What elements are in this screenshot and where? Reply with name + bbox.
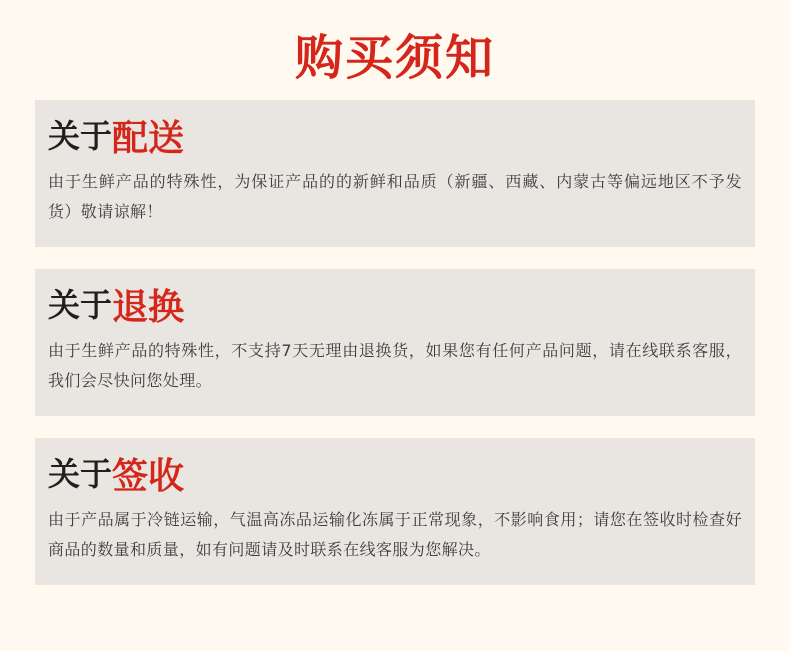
delivery-heading-prefix: 关于 — [48, 117, 113, 155]
delivery-card — [35, 100, 755, 247]
receipt-body-text: 由于产品属于冷链运输，气温高冻品运输化冻属于正常现象，不影响食用；请您在签收时检查好商品的数量和质量，如有问题请及时联系在线客服为您解决。 — [48, 510, 742, 559]
delivery-body-text: 由于生鲜产品的特殊性，为保证产品的的新鲜和品质（新疆、西藏、内蒙古等偏远地区不予发货）敬请谅解！ — [48, 172, 742, 221]
returns-heading-prefix: 关于 — [48, 286, 113, 324]
page-title: 购买须知 — [294, 30, 495, 86]
returns-body-text: 由于生鲜产品的特殊性，不支持7天无理由退换货，如果您有任何产品问题，请在线联系客服，我们会尽快问您处理。 — [48, 341, 742, 390]
receipt-card — [35, 438, 755, 585]
returns-heading — [48, 285, 742, 328]
receipt-heading-prefix: 关于 — [48, 455, 113, 493]
delivery-heading-keyword: 配送 — [112, 117, 185, 159]
delivery-heading — [48, 116, 742, 159]
receipt-heading — [48, 454, 742, 497]
receipt-heading-keyword: 签收 — [112, 455, 185, 497]
returns-card — [35, 269, 755, 416]
returns-heading-keyword: 退换 — [112, 286, 185, 328]
